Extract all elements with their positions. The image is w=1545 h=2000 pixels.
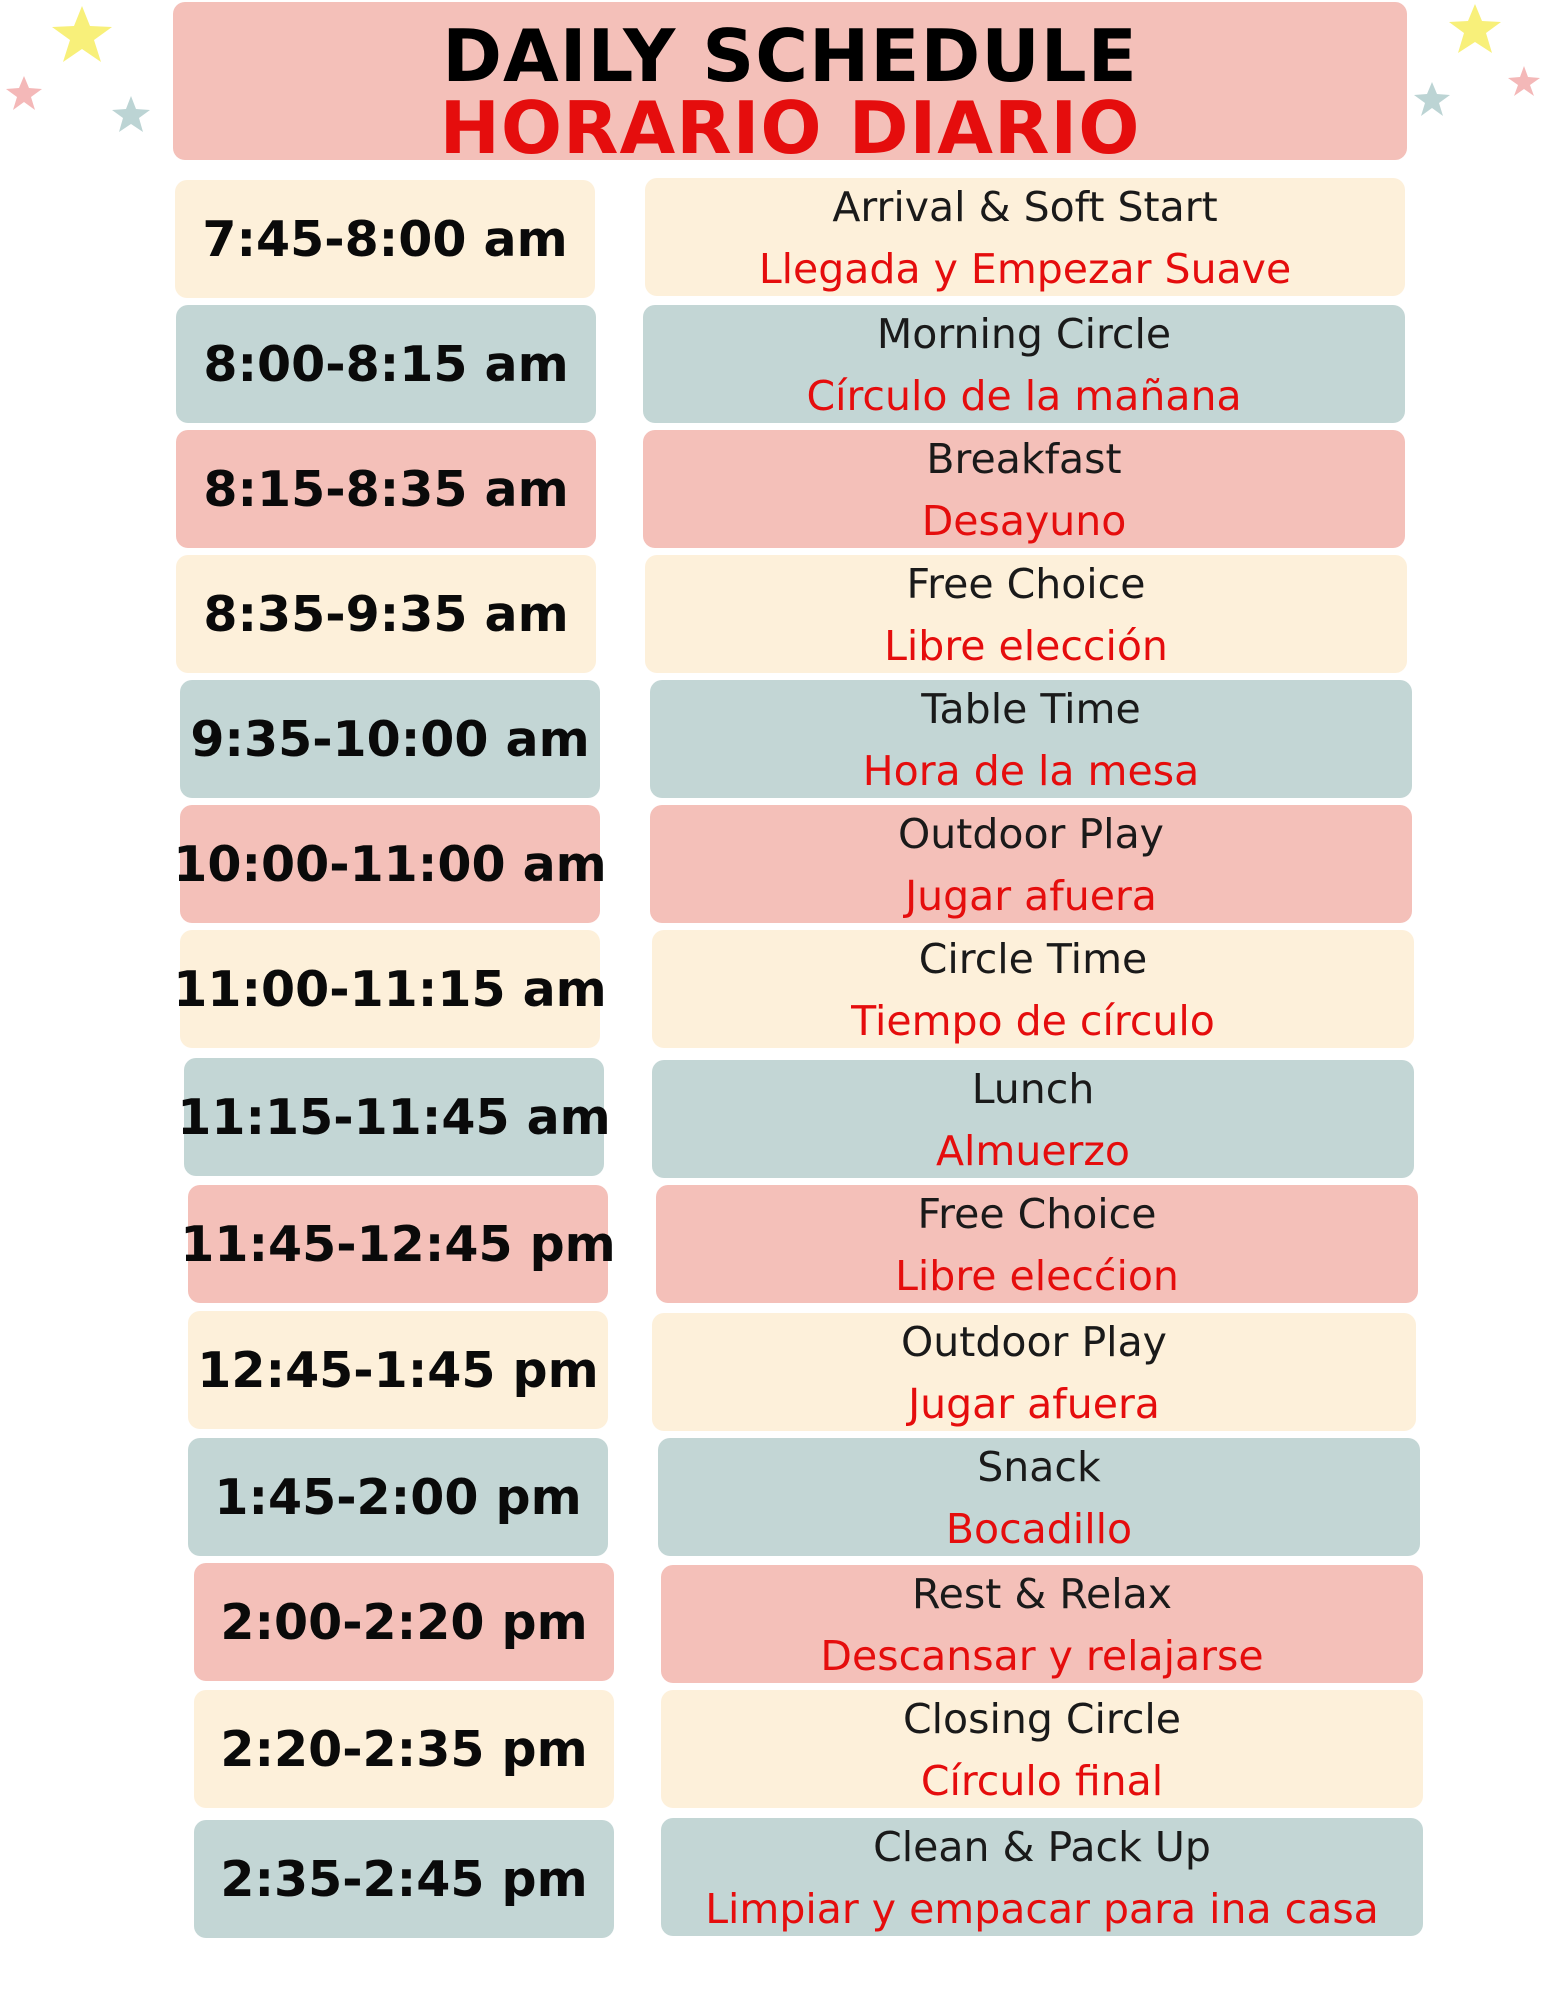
time-slot: 8:35-9:35 am (176, 555, 596, 673)
activity-english: Rest & Relax (912, 1570, 1172, 1618)
time-slot: 8:00-8:15 am (176, 305, 596, 423)
star-icon (1504, 62, 1544, 102)
activity-english: Clean & Pack Up (873, 1823, 1211, 1871)
activity-card (645, 178, 1405, 296)
activity-english: Table Time (921, 685, 1141, 733)
activity-spanish: Hora de la mesa (862, 747, 1200, 795)
activity-spanish: Llegada y Empezar Suave (758, 245, 1292, 293)
activity-card (656, 1185, 1418, 1303)
time-slot: 10:00-11:00 am (180, 805, 600, 923)
activity-spanish: Tiempo de círculo (851, 997, 1215, 1045)
time-slot: 8:15-8:35 am (176, 430, 596, 548)
activity-english: Lunch (971, 1065, 1095, 1113)
activity-card (652, 1060, 1414, 1178)
activity-card (661, 1818, 1423, 1936)
activity-card (652, 1313, 1416, 1431)
title-spanish: HORARIO DIARIO (439, 86, 1141, 170)
activity-english: Outdoor Play (901, 1318, 1167, 1366)
activity-english: Closing Circle (902, 1695, 1182, 1743)
activity-english: Snack (977, 1443, 1101, 1491)
activity-spanish: Círculo final (920, 1757, 1164, 1805)
activity-spanish: Círculo de la mañana (806, 372, 1242, 420)
activity-spanish: Bocadillo (945, 1505, 1133, 1553)
activity-card (643, 430, 1405, 548)
time-slot: 11:00-11:15 am (180, 930, 600, 1048)
activity-card (645, 555, 1407, 673)
activity-english: Free Choice (906, 560, 1146, 608)
activity-card (652, 930, 1414, 1048)
star-icon (2, 72, 46, 116)
time-slot: 2:00-2:20 pm (194, 1563, 614, 1681)
activity-english: Free Choice (917, 1190, 1157, 1238)
activity-english: Arrival & Soft Start (832, 183, 1218, 231)
schedule-header (173, 2, 1407, 170)
time-slot: 9:35-10:00 am (180, 680, 600, 798)
time-slot: 12:45-1:45 pm (188, 1311, 608, 1429)
activity-spanish: Descansar y relajarse (820, 1632, 1264, 1680)
activity-english: Circle Time (918, 935, 1148, 983)
star-icon (108, 92, 154, 138)
activity-spanish: Limpiar y empacar para ina casa (705, 1885, 1379, 1933)
activity-spanish: Libre elecćion (895, 1252, 1179, 1300)
time-slot: 2:35-2:45 pm (194, 1820, 614, 1938)
activity-card (661, 1690, 1423, 1808)
star-icon (1440, 0, 1510, 60)
activity-card (650, 680, 1412, 798)
star-icon (42, 2, 122, 70)
star-icon (1410, 78, 1454, 122)
activity-english: Breakfast (926, 435, 1122, 483)
activity-spanish: Jugar afuera (905, 872, 1157, 920)
activity-card (661, 1565, 1423, 1683)
activity-spanish: Jugar afuera (908, 1380, 1160, 1428)
activity-spanish: Desayuno (921, 497, 1127, 545)
time-slot: 11:45-12:45 pm (188, 1185, 608, 1303)
activity-english: Morning Circle (876, 310, 1172, 358)
activity-spanish: Almuerzo (935, 1127, 1131, 1175)
activity-spanish: Libre elección (884, 622, 1168, 670)
time-slot: 2:20-2:35 pm (194, 1690, 614, 1808)
time-slot: 11:15-11:45 am (184, 1058, 604, 1176)
time-slot: 7:45-8:00 am (175, 180, 595, 298)
activity-card (643, 305, 1405, 423)
activity-card (658, 1438, 1420, 1556)
activity-english: Outdoor Play (898, 810, 1164, 858)
time-slot: 1:45-2:00 pm (188, 1438, 608, 1556)
title-english: DAILY SCHEDULE (442, 14, 1138, 98)
activity-card (650, 805, 1412, 923)
